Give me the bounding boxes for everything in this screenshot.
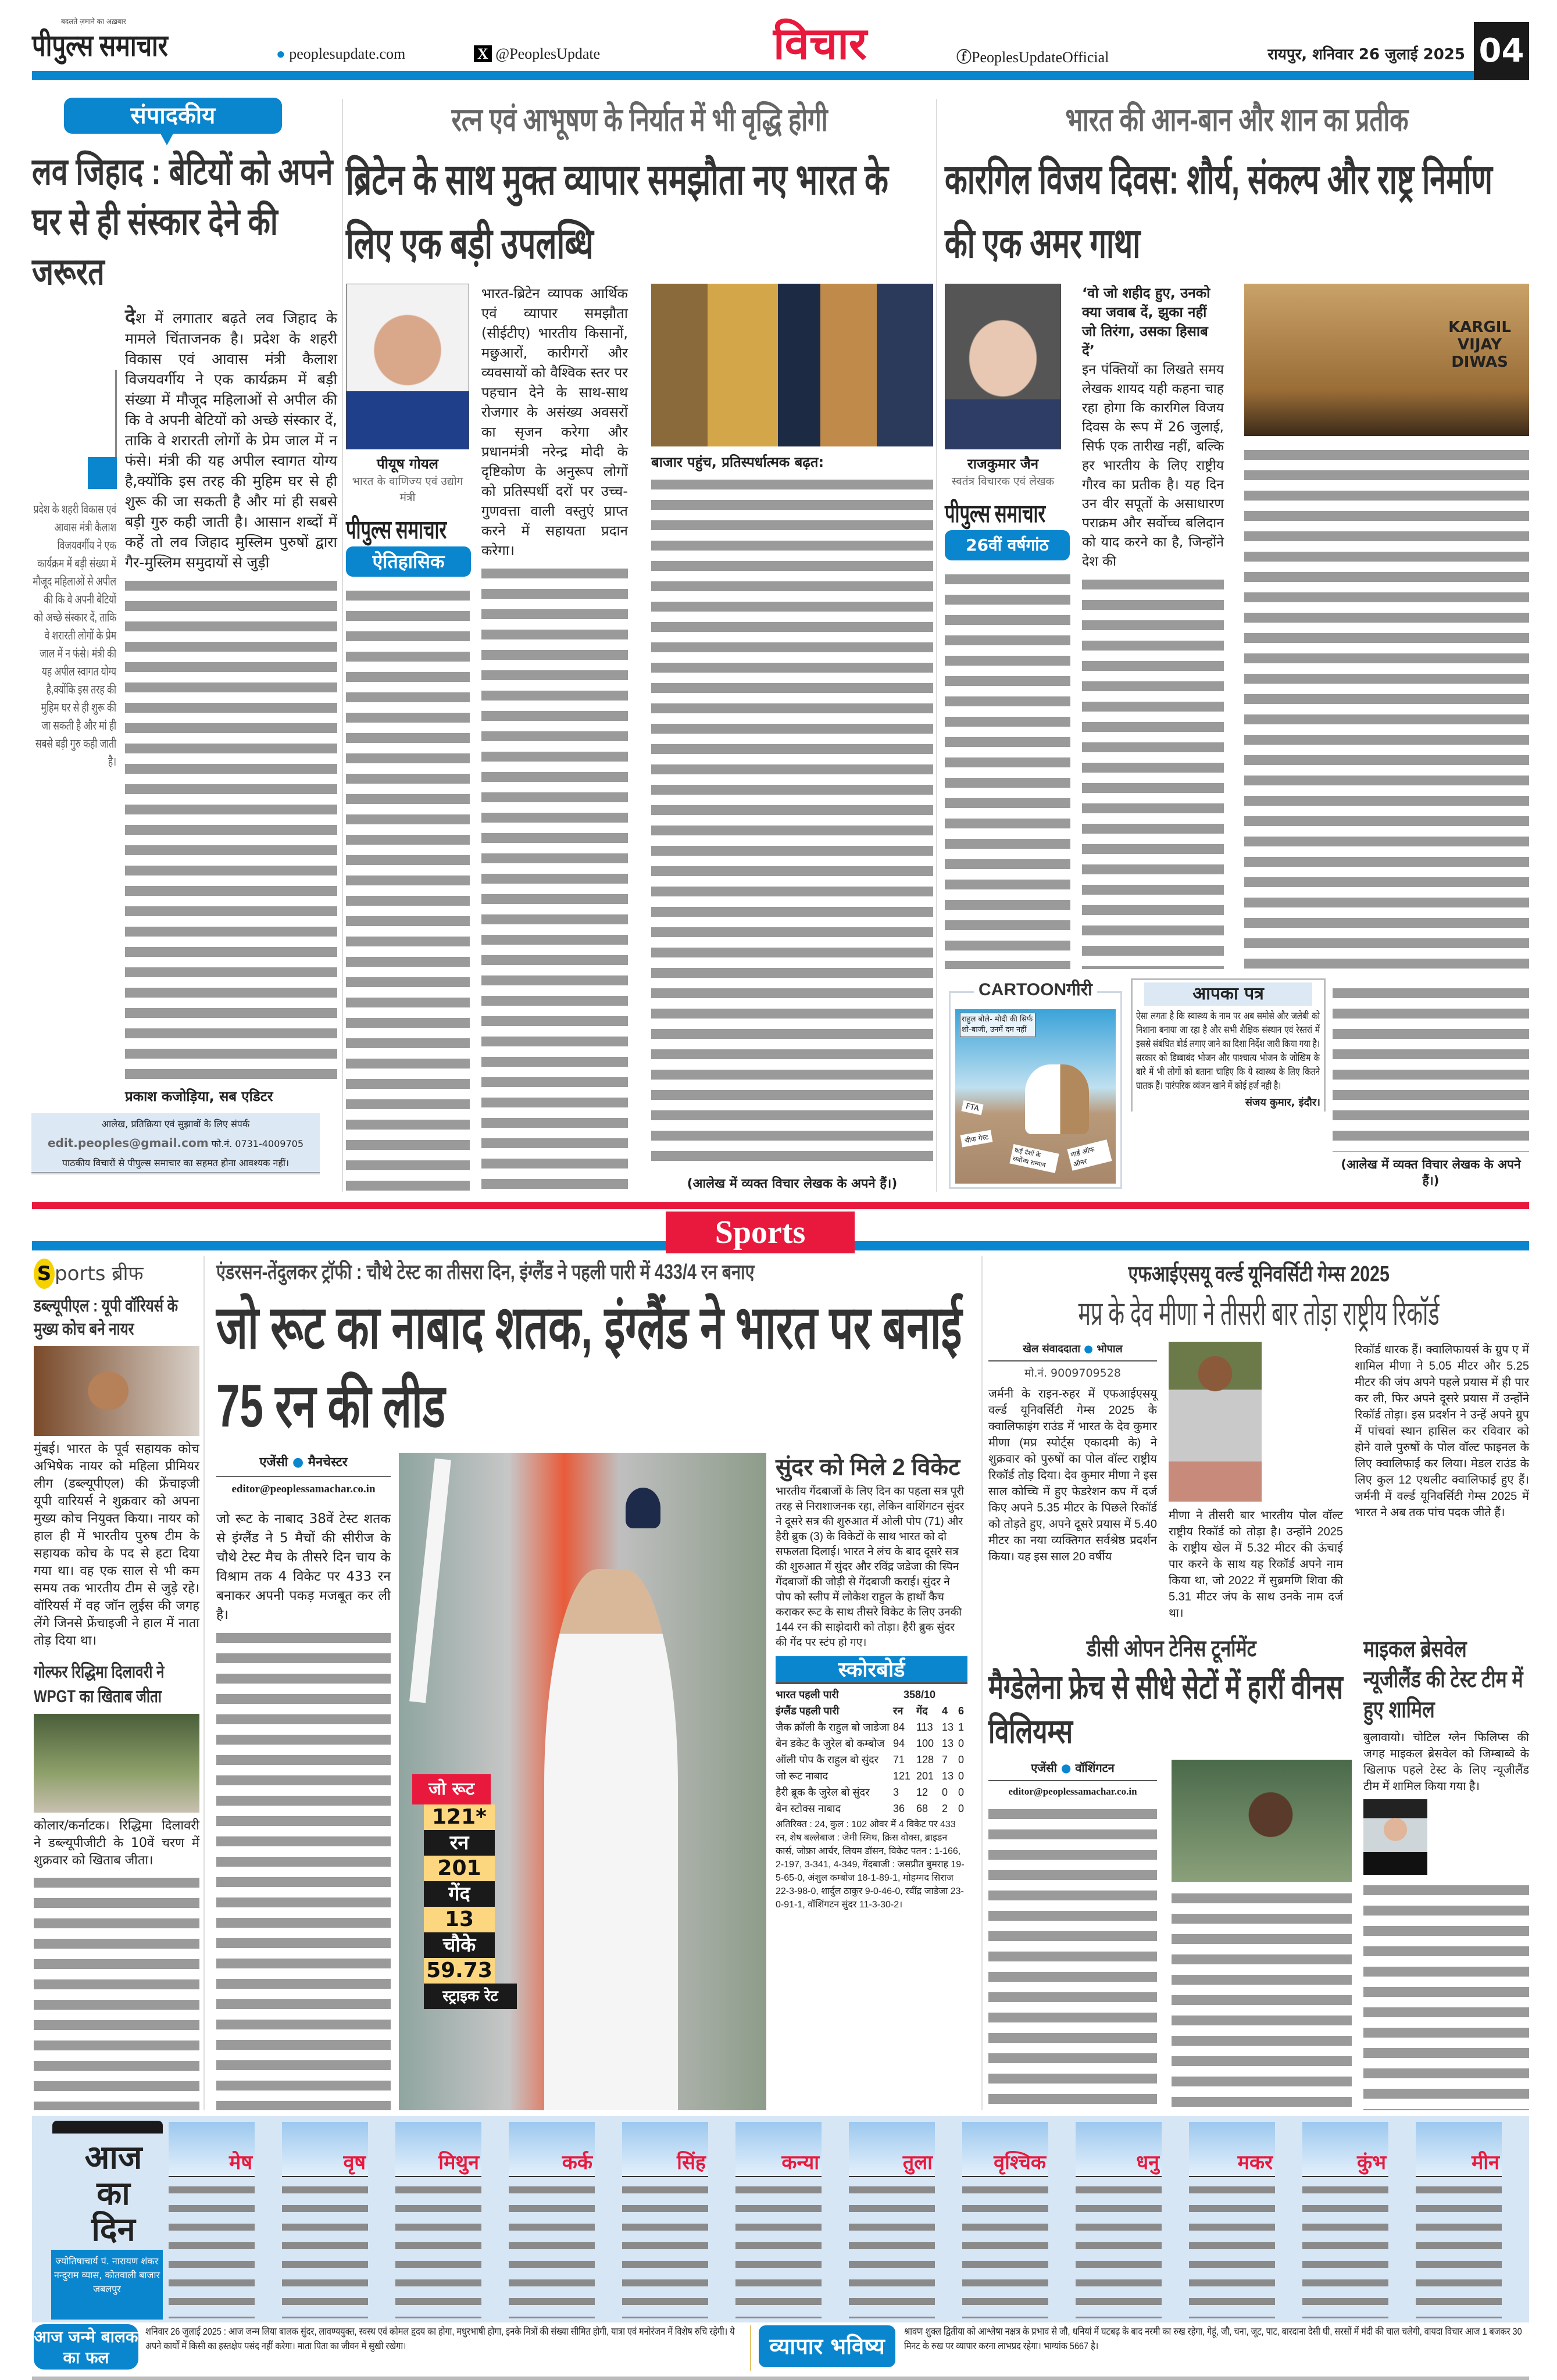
letter-body: ऐसा लगता है कि स्वास्थ्य के नाम पर अब समोसे और जलेबी को निशाना बनाया जा रहा है और सभी शैक्षिक संस्थान एवं रेस्तरां में इससे संबंधित बोर्ड लगाए जाने का दिशा निर्देश जारी किया गया है। सरकार को डिब्बाबंद भोजन और पाश्चात्य भोजन के जोखिम के बारे में भी लोगों को बताना चाहिए कि ये स्वास्थ्य के लिए कितने घातक हैं। पारंपरिक व्यंजन खाने में कोई हर्ज नही है। — [1136, 1010, 1320, 1091]
batter-b: 201 — [916, 1770, 934, 1782]
zodiac-sign-card — [509, 2122, 595, 2320]
badge-logo: पीपुल्स समाचार — [346, 516, 447, 544]
bracewell-body: बुलावायो। चोटिल ग्लेन फिलिप्स की जगह माइकल ब्रेसवेल को जिम्बाब्वे के खिलाफ पहले टेस्ट के लिए न्यूजीलैंड टीम में शामिल किया गया है। — [1363, 1731, 1529, 1793]
batter-f: 13 — [942, 1721, 954, 1733]
dateline: रायपुर, शनिवार 26 जुलाई 2025 — [1267, 46, 1465, 63]
trade-article — [346, 100, 933, 1192]
batter-b: 100 — [916, 1738, 934, 1749]
editorial-body-text: श में लगातार बढ़ते लव जिहाद के मामले चिंताजनक है। प्रदेश के शहरी विकास एवं आवास मंत्री कैलाश विजयवर्गीय ने एक कार्यक्रम में बड़ी संख्या में मौजूद महिलाओं से अपील की कि वे अपनी बेटियों को अच्छे संस्कार दें, ताकि वे शरारती लोगों के प्रेम जाल में न फंसे। मंत्री की यह अपील स्वागत योग्य है,क्योंकि इस तरह की मुहिम घर से ही शुरू की जा सकती है और मां ही सबसे बड़ी गुरु कही जाती है। आसान शब्दों में कहें तो लव जिहाद मुस्लिम पुरुषों द्वारा गैर-मुस्लिम समुदायों से जुड़ी — [125, 310, 337, 571]
zodiac-sign-name: मिथुन — [438, 2151, 479, 2174]
batter-f: 13 — [942, 1738, 954, 1749]
scoreboard-summary: अतिरिक्त : 24, कुल : 102 ओवर में 4 विकेट पर 433 रन, शेष बल्लेबाज : जेमी स्मिथ, क्रिस वोक्स, ब्राइडन कार्स, जोफ्रा आर्चर, लियम डॉसन, विकेट पतन : 1-166, 2-197, 3-341, 4-349, गेंदबाजी : जसप्रीत बुमराह 19-5-65-0, अंशुल कम्बोज 18-1-89-1, मोहम्मद सिराज 22-3-98-0, शार्दुल ठाकुर 9-0-46-0, रवींद्र जाडेजा 23-0-91-1, वॉशिंगटन सुंदर 11-3-30-2। — [776, 1820, 965, 1910]
zodiac-sign-name: सिंह — [677, 2151, 706, 2174]
horoscope-title: आज का दिन — [84, 2139, 142, 2247]
zodiac-prediction-text — [622, 2182, 708, 2318]
meena-byline: खेल संवाददाता ● भोपाल — [988, 1342, 1157, 1361]
zodiac-sign-name: कुंभ — [1356, 2151, 1386, 2174]
zodiac-sign-name: वृश्चिक — [994, 2151, 1046, 2174]
zodiac-sign-card — [622, 2122, 708, 2320]
business-text: श्रावण शुक्ल द्वितीया को आश्लेषा नक्षत्र के प्रभाव से जौ, धनियां में घटबढ़ के बाद नरमी का रुख रहेगा, गेहूं, जौ, चना, जूट, पाट, बारदाना देसी घी, सरसों में मंदी की चाल चलेगी, वायदा विचार आज 1 बजकर 30 मिनट के रुख पर व्यापार करना लाभप्रद रहेगा। भाग्यांक 5667 है। — [904, 2326, 1522, 2352]
brief1-headline: डब्ल्यूपीएल : यूपी वॉरियर्स के मुख्य कोच बने नायर — [34, 1296, 178, 1339]
zodiac-sign-name: कन्या — [781, 2151, 819, 2174]
trade-kicker: रत्न एवं आभूषण के निर्यात में भी वृद्धि होगी — [451, 101, 828, 138]
batter-r: 121 — [893, 1770, 911, 1782]
zodiac-sign-card — [1302, 2122, 1388, 2320]
lead-body: जो रूट के नाबाद 38वें टेस्ट शतक से इंग्लैंड ने 5 मैचों की सीरीज के चौथे टेस्ट मैच के तीसरे दिन चाय के विश्राम तक 4 विकेट पर 433 रन बनाकर अपनी पकड़ मजबूत कर ली है। — [216, 1511, 391, 1623]
dot-separator: ● — [1060, 1761, 1072, 1775]
cartoon-paper: कई देशों के सर्वोच्च सम्मान — [1009, 1144, 1059, 1173]
scoreboard — [776, 1656, 967, 1911]
brief2-photo-golfer — [34, 1714, 199, 1813]
disclaimer: पाठकीय विचारों से पीपुल्स समाचार का सहमत होना आवश्यक नहीं। — [62, 1157, 290, 1168]
kargil-quote: ‘वो जो शहीद हुए, उनको क्या जवाब दें, झुका नहीं जो तिरंगा, उसका हिसाब दें’ — [1082, 285, 1210, 359]
zodiac-sign-icon — [962, 2122, 1048, 2177]
tennis-body-col2 — [1172, 1888, 1352, 2110]
zodiac-sign-icon — [622, 2122, 708, 2177]
zodiac-sign-card — [1416, 2122, 1502, 2320]
zodiac-prediction-text — [962, 2182, 1048, 2318]
birthday-label: आज जन्मे बालक का फल — [34, 2324, 138, 2370]
zodiac-sign-icon — [282, 2122, 368, 2177]
root-stats-panel — [424, 1774, 498, 2009]
meena-col2: मीणा ने तीसरी बार भारतीय पोल वॉल्ट राष्ट्रीय रिकॉर्ड को तोड़ा है। उन्होंने 2025 के राष्ट्रीय खेल में 5.32 मीटर की ऊंचाई पार करने के साथ यह रिकॉर्ड अपने नाम किया था, जो 2022 में सुब्रमणि शिवा की 5.31 मीटर जंप के साथ उनके नाम दर्ज था। — [1169, 1509, 1343, 1620]
zodiac-sign-card — [735, 2122, 822, 2320]
column-divider — [981, 1256, 983, 2110]
meena-col3: रिकॉर्ड धारक हैं। क्वालिफायर्स के ग्रुप ए में शामिल मीणा ने 5.05 मीटर और 5.25 मीटर की जंप अपने पहले प्रयास में ही पार कर ली, फिर अपने दूसरे प्रयास में उन्होंने रिकॉर्ड तोड़ा। इस प्रदर्शन ने उन्हें अपने ग्रुप में पांचवां स्थान हासिल कर रविवार को होने वाले पुरुषों के पोल वॉल्ट फाइनल के लिए क्वालिफाई कर लिया। मेडल राउंड के लिए कुल 12 एथलीट क्वालिफाई हुए हैं। जर्मनी में वर्ल्ड यूनिवर्सिटी गेम्स 2025 में भारत ने अब तक पांच पदक जीते हैं। — [1355, 1343, 1529, 1519]
strip-divider — [750, 2325, 751, 2371]
root-balls-value: 201 — [424, 1856, 495, 1881]
editorial-body-continued — [125, 575, 337, 1082]
author-photo-piyush-goyal — [346, 284, 469, 449]
kargil-author-name: राजकुमार जैन — [967, 456, 1039, 472]
sports-right-area — [988, 1260, 1529, 2110]
zodiac-prediction-text — [1076, 2182, 1162, 2318]
sports-section-tab: Sports — [666, 1212, 855, 1253]
tennis-email[interactable]: editor@peoplessamachar.co.in — [1008, 1786, 1137, 1797]
badge-historic: ऐतिहासिक — [346, 546, 471, 577]
scoreboard-batter-row — [776, 1768, 967, 1784]
contact-email[interactable]: edit.peoples@gmail.com — [47, 1136, 209, 1150]
column-divider — [936, 99, 937, 1192]
trade-subhead: बाजार पहुंच, प्रतिस्पर्धात्मक बढ़त: — [651, 454, 824, 470]
cartoon-paper: FTA — [961, 1100, 983, 1116]
meena-headline: मप्र के देव मीणा ने तीसरी बार तोड़ा राष्ट्रीय रिकॉर्ड — [1078, 1295, 1440, 1332]
zodiac-sign-icon — [1076, 2122, 1162, 2177]
batter-s: 0 — [958, 1738, 965, 1749]
batter-r: 36 — [893, 1803, 905, 1814]
zodiac-sign-name: वृष — [343, 2151, 366, 2174]
scoreboard-batter-row — [776, 1800, 967, 1817]
page-number: 04 — [1474, 22, 1529, 80]
editorial-drop-cap: दे — [125, 306, 136, 328]
cartoon-title: CARTOONगीरी — [974, 980, 1097, 1000]
joe-root-photo — [399, 1453, 766, 2110]
kargil-body-col3 — [1333, 982, 1529, 1152]
batter-s: 0 — [958, 1754, 965, 1766]
tennis-kicker: डीसी ओपन टेनिस टूर्नामेंट — [1086, 1636, 1256, 1661]
root-stats-name: जो रूट — [412, 1774, 491, 1804]
lead-kicker: एंडरसन-तेंदुलकर ट्रॉफी : चौथे टेस्ट का तीसरा दिन, इंग्लैंड ने पहली पारी में 433/4 रन बनाए — [216, 1260, 755, 1284]
cartoon-box — [949, 980, 1122, 1189]
trade-headline: ब्रिटेन के साथ मुक्त व्यापार समझौता नए भारत के लिए एक बड़ी उपलब्धि — [346, 155, 888, 267]
zodiac-sign-name: मीन — [1471, 2151, 1499, 2174]
zodiac-prediction-text — [282, 2182, 368, 2318]
meena-kicker: एफआईएसयू वर्ल्ड यूनिवर्सिटी गेम्स 2025 — [1128, 1262, 1390, 1287]
brief1-body: मुंबई। भारत के पूर्व सहायक कोच अभिषेक नायर को महिला प्रीमियर लीग (डब्ल्यूपीएल) की फ्रेंचाइजी यूपी वारियर्स ने शुक्रवार को अपना मुख्य कोच नियुक्त किया। नायर को हाल ही में भारतीय पुरुष टीम के सहायक कोच के पद से हटा दिया गया था। वह एक साल से भी कम समय तक भारतीय टीम से जुड़े रहे। वॉरियर्स में वह जॉन लुईस की जगह लेंगे जिनसे फ्रेंचाइजी ने हाल में नाता तोड़ दिया था। — [34, 1442, 199, 1648]
brief2-headline: गोल्फर रिद्धिमा दिलावरी ने WPGT का खिताब जीता — [34, 1663, 165, 1706]
zodiac-sign-card — [169, 2122, 255, 2320]
scoreboard-batter-row — [776, 1752, 967, 1768]
batter-b: 113 — [916, 1721, 933, 1733]
section-title: विचार — [773, 19, 867, 69]
tennis-byline: एजेंसी ● वॉशिंगटन — [988, 1760, 1157, 1781]
letter-signature: संजय कुमार, इंदौर। — [1245, 1096, 1320, 1109]
business-label: व्यापार भविष्य — [759, 2325, 895, 2367]
x-icon: X — [474, 45, 492, 62]
venus-williams-photo — [1172, 1760, 1352, 1882]
zodiac-sign-name: मकर — [1237, 2151, 1273, 2174]
contact-phone: फो.नं. 0731-4009705 — [211, 1138, 304, 1149]
facebook-handle[interactable]: ⓕPeoplesUpdateOfficial — [956, 49, 1109, 66]
kargil-author-title: स्वतंत्र विचारक एवं लेखक — [951, 475, 1055, 488]
print-registration-marks — [32, 2377, 1529, 2380]
twitter-handle[interactable]: X @PeoplesUpdate — [474, 45, 600, 63]
birthday-text: शनिवार 26 जुलाई 2025 : आज जन्म लिया बालक सुंदर, लावण्ययुक्त, स्वस्थ एवं कोमल हृदय का होगा, मधुरभाषी होगा, इनके मित्रों की संख्या सीमित होगी, यात्रा एवं मनोरंजन में विशेष रुचि रहेगी। ये अपने कार्यों में किसी का हस्तक्षेप पसंद नहीं करेगा। माता पिता का जीवन में सुखी रखेगा। — [145, 2326, 735, 2352]
pull-quote-marker — [88, 457, 117, 489]
zodiac-prediction-text — [735, 2182, 822, 2318]
sports-lead-article — [216, 1259, 975, 2110]
zodiac-sign-icon — [509, 2122, 595, 2177]
zodiac-sign-icon — [169, 2122, 255, 2177]
column-divider — [342, 99, 343, 1192]
batter-b: 12 — [916, 1786, 929, 1798]
batter-r: 94 — [893, 1738, 905, 1749]
kargil-headline: कारगिल विजय दिवस: शौर्य, संकल्प और राष्ट्र निर्माण की एक अमर गाथा — [945, 156, 1492, 267]
editorial-byline: प्रकाश कजोड़िया, सब एडिटर — [125, 1088, 273, 1105]
india-innings-row: भारत पहली पारी 358/10 — [776, 1689, 936, 1700]
zodiac-prediction-text — [509, 2182, 595, 2318]
zodiac-sign-name: कर्क — [562, 2151, 592, 2174]
zodiac-sign-card — [1076, 2122, 1162, 2320]
zodiac-prediction-text — [395, 2182, 481, 2318]
scoreboard-batter-row — [776, 1735, 967, 1752]
helmet — [626, 1488, 660, 1528]
batter-r: 71 — [893, 1754, 905, 1766]
contact-line: आलेख, प्रतिक्रिया एवं सुझावों के लिए संपर्क — [101, 1118, 250, 1130]
batter-name: जैक क्रॉली कै राहुल बो जाडेजा — [776, 1721, 890, 1733]
kargil-body-col1 — [1082, 574, 1224, 969]
batter-name: बेन स्टोक्स नाबाद — [776, 1803, 841, 1814]
column-divider — [203, 1256, 205, 2110]
root-strike-rate-label: स्ट्राइक रेट — [424, 1984, 517, 2009]
sports-brief-column — [34, 1259, 199, 2110]
cartoon-paper: गार्ड ऑफ ऑनर — [1067, 1139, 1112, 1171]
batter-s: 0 — [958, 1786, 965, 1798]
newspaper-logo: पीपुल्स समाचार — [32, 30, 168, 63]
editorial-headline: लव जिहाद : बेटियों को अपने घर से ही संस्कार देने की जरूरत — [32, 151, 333, 292]
batter-r: 84 — [893, 1721, 905, 1733]
horoscope-title-bar — [52, 2121, 163, 2134]
trade-body-col2 — [651, 474, 933, 1170]
batter-b: 128 — [916, 1754, 934, 1766]
editorial-column — [32, 146, 337, 1106]
lead-email[interactable]: editor@peoplessamachar.co.in — [231, 1483, 376, 1495]
michael-bracewell-photo — [1363, 1799, 1427, 1875]
trade-photo-modi-starmer — [651, 284, 933, 446]
zodiac-sign-card — [395, 2122, 481, 2320]
brief2-body: कोलार/कर्नाटक। रिद्धिमा दिलावरी ने डब्ल्यूपीजीटी के 10वें चरण में शुक्रवार को खिताब जीता। — [34, 1818, 199, 1868]
batter-r: 3 — [893, 1786, 899, 1798]
batter-f: 7 — [942, 1754, 948, 1766]
tennis-body-col1 — [988, 1803, 1157, 2110]
scoreboard-batter-row — [776, 1719, 967, 1735]
pull-quote-rule — [115, 370, 117, 457]
zodiac-prediction-text — [849, 2182, 935, 2318]
root-balls-label: गेंद — [424, 1881, 495, 1907]
root-fours-value: 13 — [424, 1907, 495, 1932]
cartoon-paper: चीफ गेस्ट — [960, 1130, 993, 1148]
zodiac-sign-icon — [735, 2122, 822, 2177]
zodiac-sign-card — [1189, 2122, 1275, 2320]
england-innings-header: इंग्लैंड पहली पारी रन गेंद 4 6 — [776, 1705, 965, 1717]
editorial-body — [125, 306, 337, 573]
zodiac-prediction-text — [169, 2182, 255, 2318]
batter-name: हैरी ब्रूक कै जुरेल बो सुंदर — [776, 1786, 870, 1798]
kargil-continued — [1333, 982, 1529, 1189]
author-photo-rajkumar-jain — [945, 284, 1061, 449]
editorial-label: संपादकीय — [64, 98, 282, 134]
kargil-kicker: भारत की आन-बान और शान का प्रतीक — [1065, 101, 1409, 138]
newspaper-tagline: बदलते ज़माने का अख़बार — [61, 17, 126, 26]
badge-logo: पीपुल्स समाचार — [945, 499, 1046, 528]
trade-intro: भारत-ब्रिटेन व्यापक आर्थिक एवं व्यापार समझौता (सीईटीए) भारतीय किसानों, मछुआरों, कारीगरों और व्यवसायों को वैश्विक स्तर पर पहचान देने के साथ-साथ रोजगार के असंख्य अवसरों का सृजन करेगा और प्रधानमंत्री नरेन्द्र मोदी के दृष्टिकोण के अनुरूप लोगों को प्रतिस्पर्धी दरों पर उच्च-गुणवत्ता वाली वस्तुएं प्राप्त करने में सहायता प्रदान करेगा। — [481, 285, 628, 559]
trade-footer-note: (आलेख में व्यक्त विचार लेखक के अपने हैं।) — [687, 1177, 898, 1191]
trade-author-name: पीयूष गोयल — [377, 456, 438, 472]
zodiac-sign-name: धनु — [1136, 2151, 1159, 2174]
editorial-label-pointer — [160, 133, 174, 145]
kargil-body-col1a — [945, 569, 1070, 969]
root-runs-label: रन — [424, 1830, 495, 1856]
kargil-article — [945, 100, 1529, 969]
root-strike-rate-value: 59.73 — [424, 1958, 495, 1984]
sundar-headline: सुंदर को मिले 2 विकेट — [776, 1455, 960, 1480]
sundar-body: भारतीय गेंदबाजों के लिए दिन का पहला सत्र पूरी तरह से निराशाजनक रहा, लेकिन वाशिंगटन सुंदर ने दूसरे सत्र की शुरुआत में ओली पोप (71) और हैरी ब्रुक (3) के विकेटों के साथ भारत को दो सफलता दिलाई। भारत ने लंच के बाद दूसरे सत्र की शुरुआत में सुंदर और रविंद्र जडेजा की स्पिन गेंदबाजों की जोड़ी से गेंदबाजी कराई। सुंदर ने पोप को स्लीप में लोकेश राहुल के हाथों कैच कराकर रूट के साथ तीसरे विकेट के लिए उनकी 144 रन की साझेदारी को तोड़ा। हैरी ब्रुक सुंदर की गेंद पर स्टंप हो गए। — [776, 1485, 965, 1649]
bracewell-body-continued — [1363, 1879, 1529, 2110]
lead-headline: जो रूट का नाबाद शतक, इंग्लैंड ने भारत पर बनाई 75 रन की लीड — [216, 1294, 962, 1440]
zodiac-sign-name: तुला — [902, 2151, 933, 2174]
player-figure — [544, 1569, 678, 2110]
kargil-image-caption: KARGIL VIJAY DIWAS — [1448, 319, 1511, 371]
badge-anniversary: 26वीं वर्षगांठ — [945, 530, 1070, 560]
masthead — [32, 17, 1468, 71]
trade-body-col1a — [346, 585, 470, 1192]
dot-separator: ● — [1084, 1343, 1094, 1355]
zodiac-sign-icon — [849, 2122, 935, 2177]
batter-f: 13 — [942, 1770, 954, 1782]
batter-s: 1 — [958, 1721, 965, 1733]
zodiac-prediction-text — [1416, 2182, 1502, 2318]
website-link[interactable]: ● peoplesupdate.com — [276, 45, 406, 62]
kargil-vijay-diwas-image — [1244, 284, 1529, 436]
meena-phone: मो.नं. 9009709528 — [1024, 1367, 1121, 1380]
zodiac-prediction-text — [1302, 2182, 1388, 2318]
sports-brief-s-icon: S — [34, 1259, 55, 1289]
zodiac-sign-card — [962, 2122, 1048, 2320]
zodiac-sign-card — [849, 2122, 935, 2320]
zodiac-sign-icon — [395, 2122, 481, 2177]
zodiac-prediction-text — [1189, 2182, 1275, 2318]
cartoon-speech-caption: राहुल बोले- मोदी की सिर्फ शो-बाजी, उनमें दम नहीं — [960, 1013, 1035, 1037]
batter-f: 0 — [942, 1786, 948, 1798]
cartoon-figure — [1025, 1064, 1089, 1134]
brief2-body-continued — [34, 1872, 199, 2110]
dot-separator: ● — [292, 1455, 304, 1470]
batter-name: जो रूट नाबाद — [776, 1770, 829, 1782]
zodiac-sign-icon — [1416, 2122, 1502, 2177]
batter-b: 68 — [916, 1803, 929, 1814]
zodiac-sign-icon — [1302, 2122, 1388, 2177]
bracewell-headline: माइकल ब्रेसवेल न्यूजीलैंड की टेस्ट टीम में हुए शामिल — [1363, 1636, 1523, 1723]
kargil-footer-note: (आलेख में व्यक्त विचार लेखक के अपने हैं।) — [1341, 1157, 1521, 1188]
editorial-pull-quote: प्रदेश के शहरी विकास एवं आवास मंत्री कैलाश विजयवर्गीय ने एक कार्यक्रम में बड़ी संख्या में मौजूद महिलाओं से अपील की कि वे अपनी बेटियों को अच्छे संस्कार दें, ताकि वे शरारती लोगों के प्रेम जाल में न फंसे। मंत्री की यह अपील स्वागत योग्य है,क्योंकि इस तरह की मुहिम घर से ही शुरू की जा सकती है और मां ही सबसे बड़ी गुरु कही जाती है। — [33, 503, 117, 769]
trade-body-col1 — [481, 563, 628, 1192]
masthead-blue-bar — [32, 71, 1474, 80]
facebook-icon: ⓕ — [956, 49, 972, 66]
root-fours-label: चौके — [424, 1932, 495, 1958]
lead-body-continued — [216, 1627, 391, 2110]
trade-author-title: भारत के वाणिज्य एवं उद्योग मंत्री — [352, 475, 463, 504]
meena-col1: जर्मनी के राइन-रुहर में एफआईएसयू वर्ल्ड यूनिवर्सिटी गेम्स 2025 के क्वालिफाइंग राउंड में भारत के देव कुमार मीणा (मप्र स्पोर्ट्स एकादमी के) ने शुक्रवार को पुरुषों का पोल वॉल्ट राष्ट्रीय रिकॉर्ड तोड़ दिया। देव कुमार मीणा ने इस साल कोच्चि में हुए फेडरेशन कप में दर्ज किए अपने 5.35 मीटर के पिछले रिकॉर्ड को तोड़ते हुए, अपने दूसरे प्रयास में 5.40 मीटर का नया व्यक्तिगत सर्वश्रेष्ठ प्रदर्शन किया। यह इस साल 20 वर्षीय — [988, 1388, 1157, 1563]
dev-meena-photo — [1169, 1342, 1262, 1502]
sports-brief-label: S ports ब्रीफ — [34, 1259, 199, 1289]
batter-s: 0 — [958, 1770, 965, 1782]
sports-red-rule — [32, 1202, 1529, 1209]
batter-name: ऑली पोप कै राहुल बो सुंदर — [776, 1754, 879, 1766]
root-runs-value: 121* — [424, 1804, 495, 1830]
scoreboard-title: स्कोरबोर्ड — [776, 1656, 967, 1684]
cricket-bat — [409, 1459, 451, 1703]
kargil-intro: इन पंक्तियों का लिखते समय लेखक शायद यही कहना चाह रहा होगा कि कारगिल विजय दिवस के रूप में 26 जुलाई, सिर्फ एक तारीख नहीं, बल्कि हर भारतीय के लिए राष्ट्रीय गौरव का प्रतीक है। यह दिन उन वीर सपूतों के असाधारण पराक्रम और सर्वोच्च बलिदान को याद करने का है, जिन्होंने देश की — [1082, 362, 1224, 569]
lead-byline: एजेंसी ● मैनचेस्टर — [216, 1453, 391, 1477]
letter-title: आपका पत्र — [1144, 982, 1312, 1006]
batter-name: बेन डकेट कै जुरेल बो कम्बोज — [776, 1738, 885, 1749]
zodiac-sign-card — [282, 2122, 368, 2320]
cartoon-illustration — [955, 1009, 1116, 1184]
globe-icon: ● — [276, 45, 290, 62]
zodiac-sign-icon — [1189, 2122, 1275, 2177]
letter-box — [1131, 978, 1326, 1112]
brief1-photo-abhishek-nayar — [34, 1346, 199, 1436]
astrologer-credit: ज्योतिषाचार्य पं. नारायण शंकर नन्दुराम व्यास, कोतवाली बाजार जबलपुर — [51, 2250, 163, 2320]
kargil-body-col2 — [1244, 444, 1529, 969]
batter-s: 0 — [958, 1803, 965, 1814]
batter-f: 2 — [942, 1803, 948, 1814]
zodiac-sign-name: मेष — [229, 2151, 252, 2174]
tennis-headline: मैग्डेलेना फ्रेच से सीधे सेटों में हारीं वीनस विलियम्स — [988, 1668, 1344, 1750]
scoreboard-batter-row — [776, 1784, 967, 1800]
contact-box — [31, 1113, 320, 1174]
